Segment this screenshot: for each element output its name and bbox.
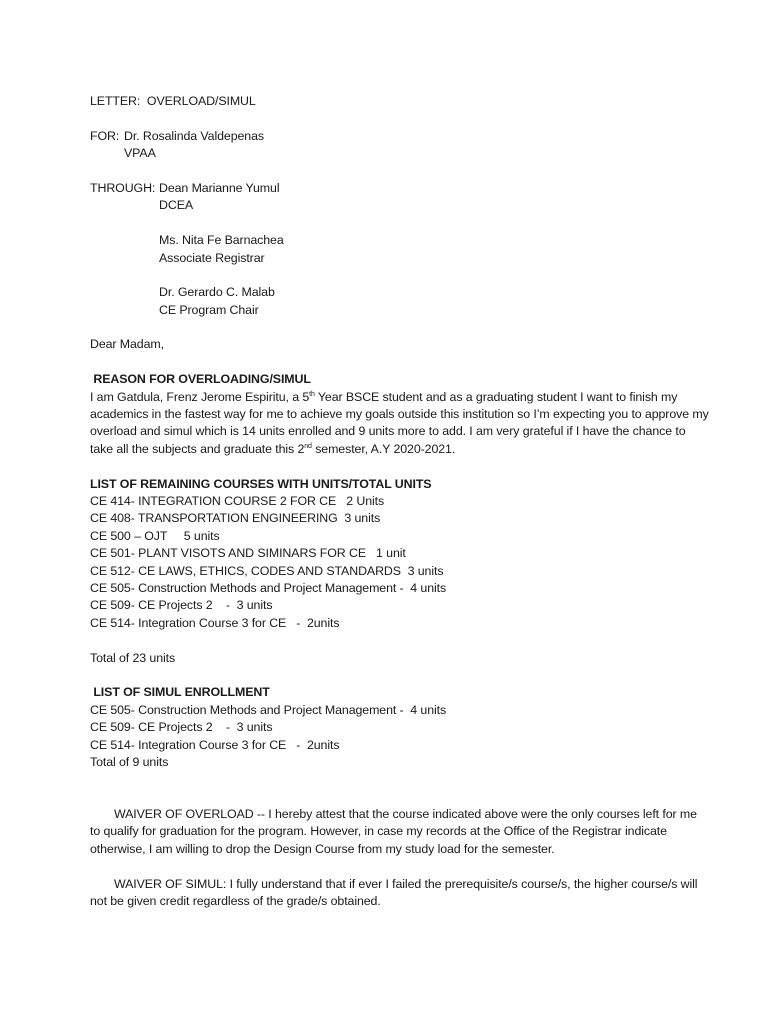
list-item: CE 505- Construction Methods and Project Management - 4 units [90,581,447,595]
through-name-1: Dean Marianne Yumul [159,180,280,195]
simul-total: Total of 9 units [90,754,169,769]
letter-subject: LETTER: OVERLOAD/SIMUL [90,94,256,108]
through-name-2: Ms. Nita Fe Barnachea [159,233,284,248]
through-label: THROUGH: [90,180,156,195]
for-title: VPAA [124,146,156,161]
simul-heading: LIST OF SIMUL ENROLLMENT [90,685,270,700]
greeting: Dear Madam, [90,337,164,352]
list-item: CE 509- CE Projects 2 - 3 units [90,720,273,735]
reason-text-c: semester, A.Y 2020-2021. [311,441,456,456]
reason-paragraph [90,389,710,459]
reason-heading: REASON FOR OVERLOADING/SIMUL [90,372,311,387]
remaining-heading: LIST OF REMAINING COURSES WITH UNITS/TOTAL UNITS [90,476,432,491]
reason-text-a: I am Gatdula, Frenz Jerome Espiritu, a 5 [90,389,310,404]
list-item: CE 509- CE Projects 2 - 3 units [90,598,273,613]
for-name: Dr. Rosalinda Valdepenas [124,128,264,143]
through-title-3: CE Program Chair [159,302,259,317]
reason-text-b: Year BSCE student and as a graduating student I want to finish my academics in the fastest way for me to achieve my goals outside this institution so I’m expecting you to approve my overload and simul which is 14 units enrolled and 9 units more to add. I am very grateful if I have the chance to take all the subjects and graduate this 2 [90,389,709,456]
for-label: FOR: [90,128,120,143]
list-item: CE 408- TRANSPORTATION ENGINEERING 3 units [90,511,381,526]
reason-sup-th: th [309,390,315,398]
waiver-overload: WAIVER OF OVERLOAD -- I hereby attest that the course indicated above were the only courses left for me to qualify for graduation for the program. However, in case my records at the Office of the Registrar indicate otherwise, I am willing to drop the Design Course from my study load for the semester. [90,807,697,856]
list-item: CE 514- Integration Course 3 for CE - 2units [90,737,340,752]
waiver-simul: WAIVER OF SIMUL: I fully understand that if ever I failed the prerequisite/s course/s, the higher course/s will not be given credit regardless of the grade/s obtained. [90,876,698,909]
through-line-1 [90,180,710,197]
list-item: CE 414- INTEGRATION COURSE 2 FOR CE 2 Units [90,494,385,509]
for-line [90,128,710,145]
list-item: CE 500 – OJT 5 units [90,528,220,543]
letter-document [90,93,710,911]
list-item: CE 501- PLANT VISOTS AND SIMINARS FOR CE 1 unit [90,546,406,561]
list-item: CE 512- CE LAWS, ETHICS, CODES AND STANDARDS 3 units [90,563,444,578]
reason-sup-nd: nd [304,442,312,450]
remaining-total: Total of 23 units [90,650,176,665]
through-title-2: Associate Registrar [159,250,265,265]
list-item: CE 514- Integration Course 3 for CE - 2units [90,615,340,630]
through-name-3: Dr. Gerardo C. Malab [159,285,275,300]
through-title-1: DCEA [159,198,194,213]
list-item: CE 505- Construction Methods and Project Management - 4 units [90,702,447,717]
